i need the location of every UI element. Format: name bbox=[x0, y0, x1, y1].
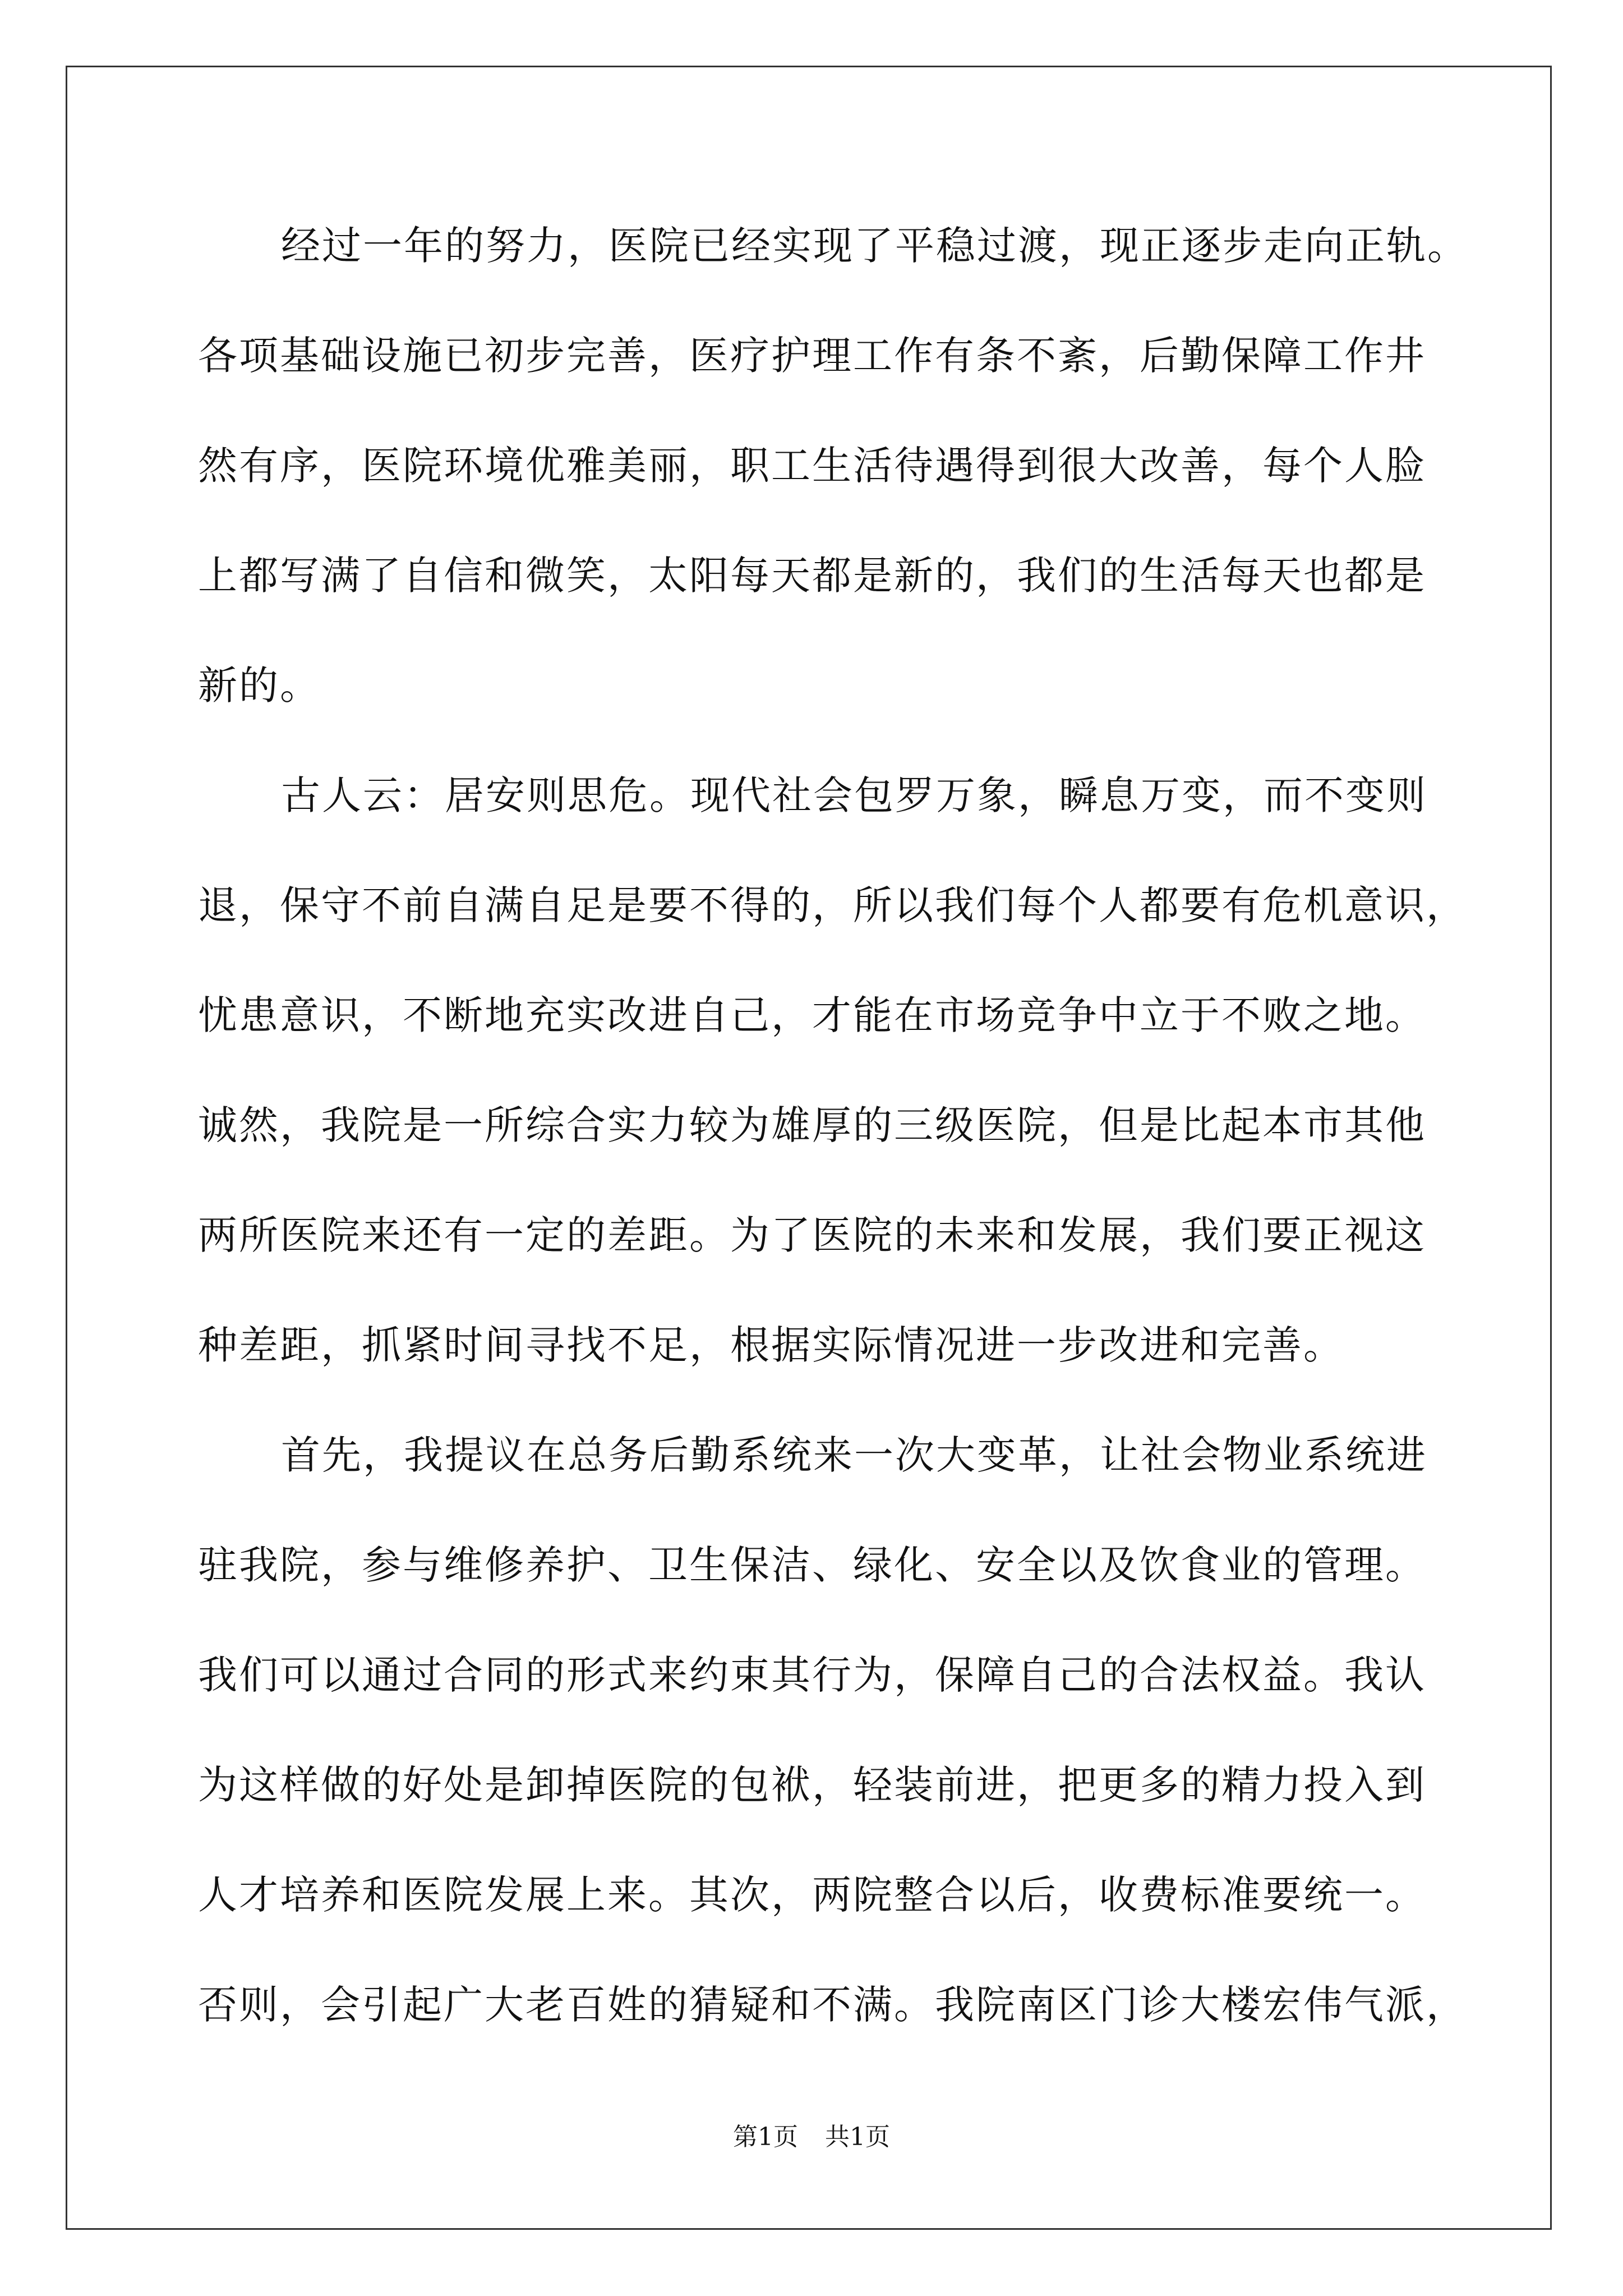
text-line: 种差距，抓紧时间寻找不足，根据实际情况进一步改进和完善。 bbox=[198, 1322, 1344, 1368]
page-number-current: 第1页 bbox=[733, 2123, 798, 2151]
text-line: 退，保守不前自满自足是要不得的，所以我们每个人都要有危机意识， bbox=[198, 882, 1467, 928]
text-line: 新的。 bbox=[198, 662, 321, 708]
text-line: 人才培养和医院发展上来。其次，两院整合以后，收费标准要统一。 bbox=[198, 1872, 1426, 1918]
text-line: 忧患意识，不断地充实改进自己，才能在市场竞争中立于不败之地。 bbox=[198, 992, 1426, 1038]
text-line: 诚然，我院是一所综合实力较为雄厚的三级医院，但是比起本市其他 bbox=[198, 1102, 1426, 1148]
text-line: 为这样做的好处是卸掉医院的包袱，轻装前进，把更多的精力投入到 bbox=[198, 1762, 1426, 1808]
text-line: 两所医院来还有一定的差距。为了医院的未来和发展，我们要正视这 bbox=[198, 1212, 1426, 1258]
text-line: 经过一年的努力，医院已经实现了平稳过渡，现正逐步走向正轨。 bbox=[281, 223, 1468, 269]
text-line: 然有序，医院环境优雅美丽，职工生活待遇得到很大改善，每个人脸 bbox=[198, 443, 1426, 489]
text-line: 古人云：居安则思危。现代社会包罗万象，瞬息万变，而不变则 bbox=[281, 772, 1427, 818]
text-line: 各项基础设施已初步完善，医疗护理工作有条不紊，后勤保障工作井 bbox=[198, 333, 1426, 379]
text-line: 首先，我提议在总务后勤系统来一次大变革，让社会物业系统进 bbox=[281, 1432, 1427, 1478]
page-footer bbox=[0, 2120, 1623, 2154]
text-line: 驻我院，参与维修养护、卫生保洁、绿化、安全以及饮食业的管理。 bbox=[198, 1542, 1426, 1588]
page-number-total: 共1页 bbox=[825, 2123, 890, 2151]
document-body bbox=[198, 191, 1468, 2060]
text-line: 否则，会引起广大老百姓的猜疑和不满。我院南区门诊大楼宏伟气派， bbox=[198, 1982, 1467, 2028]
text-line: 上都写满了自信和微笑，太阳每天都是新的，我们的生活每天也都是 bbox=[198, 553, 1426, 599]
text-line: 我们可以通过合同的形式来约束其行为，保障自己的合法权益。我认 bbox=[198, 1652, 1426, 1698]
